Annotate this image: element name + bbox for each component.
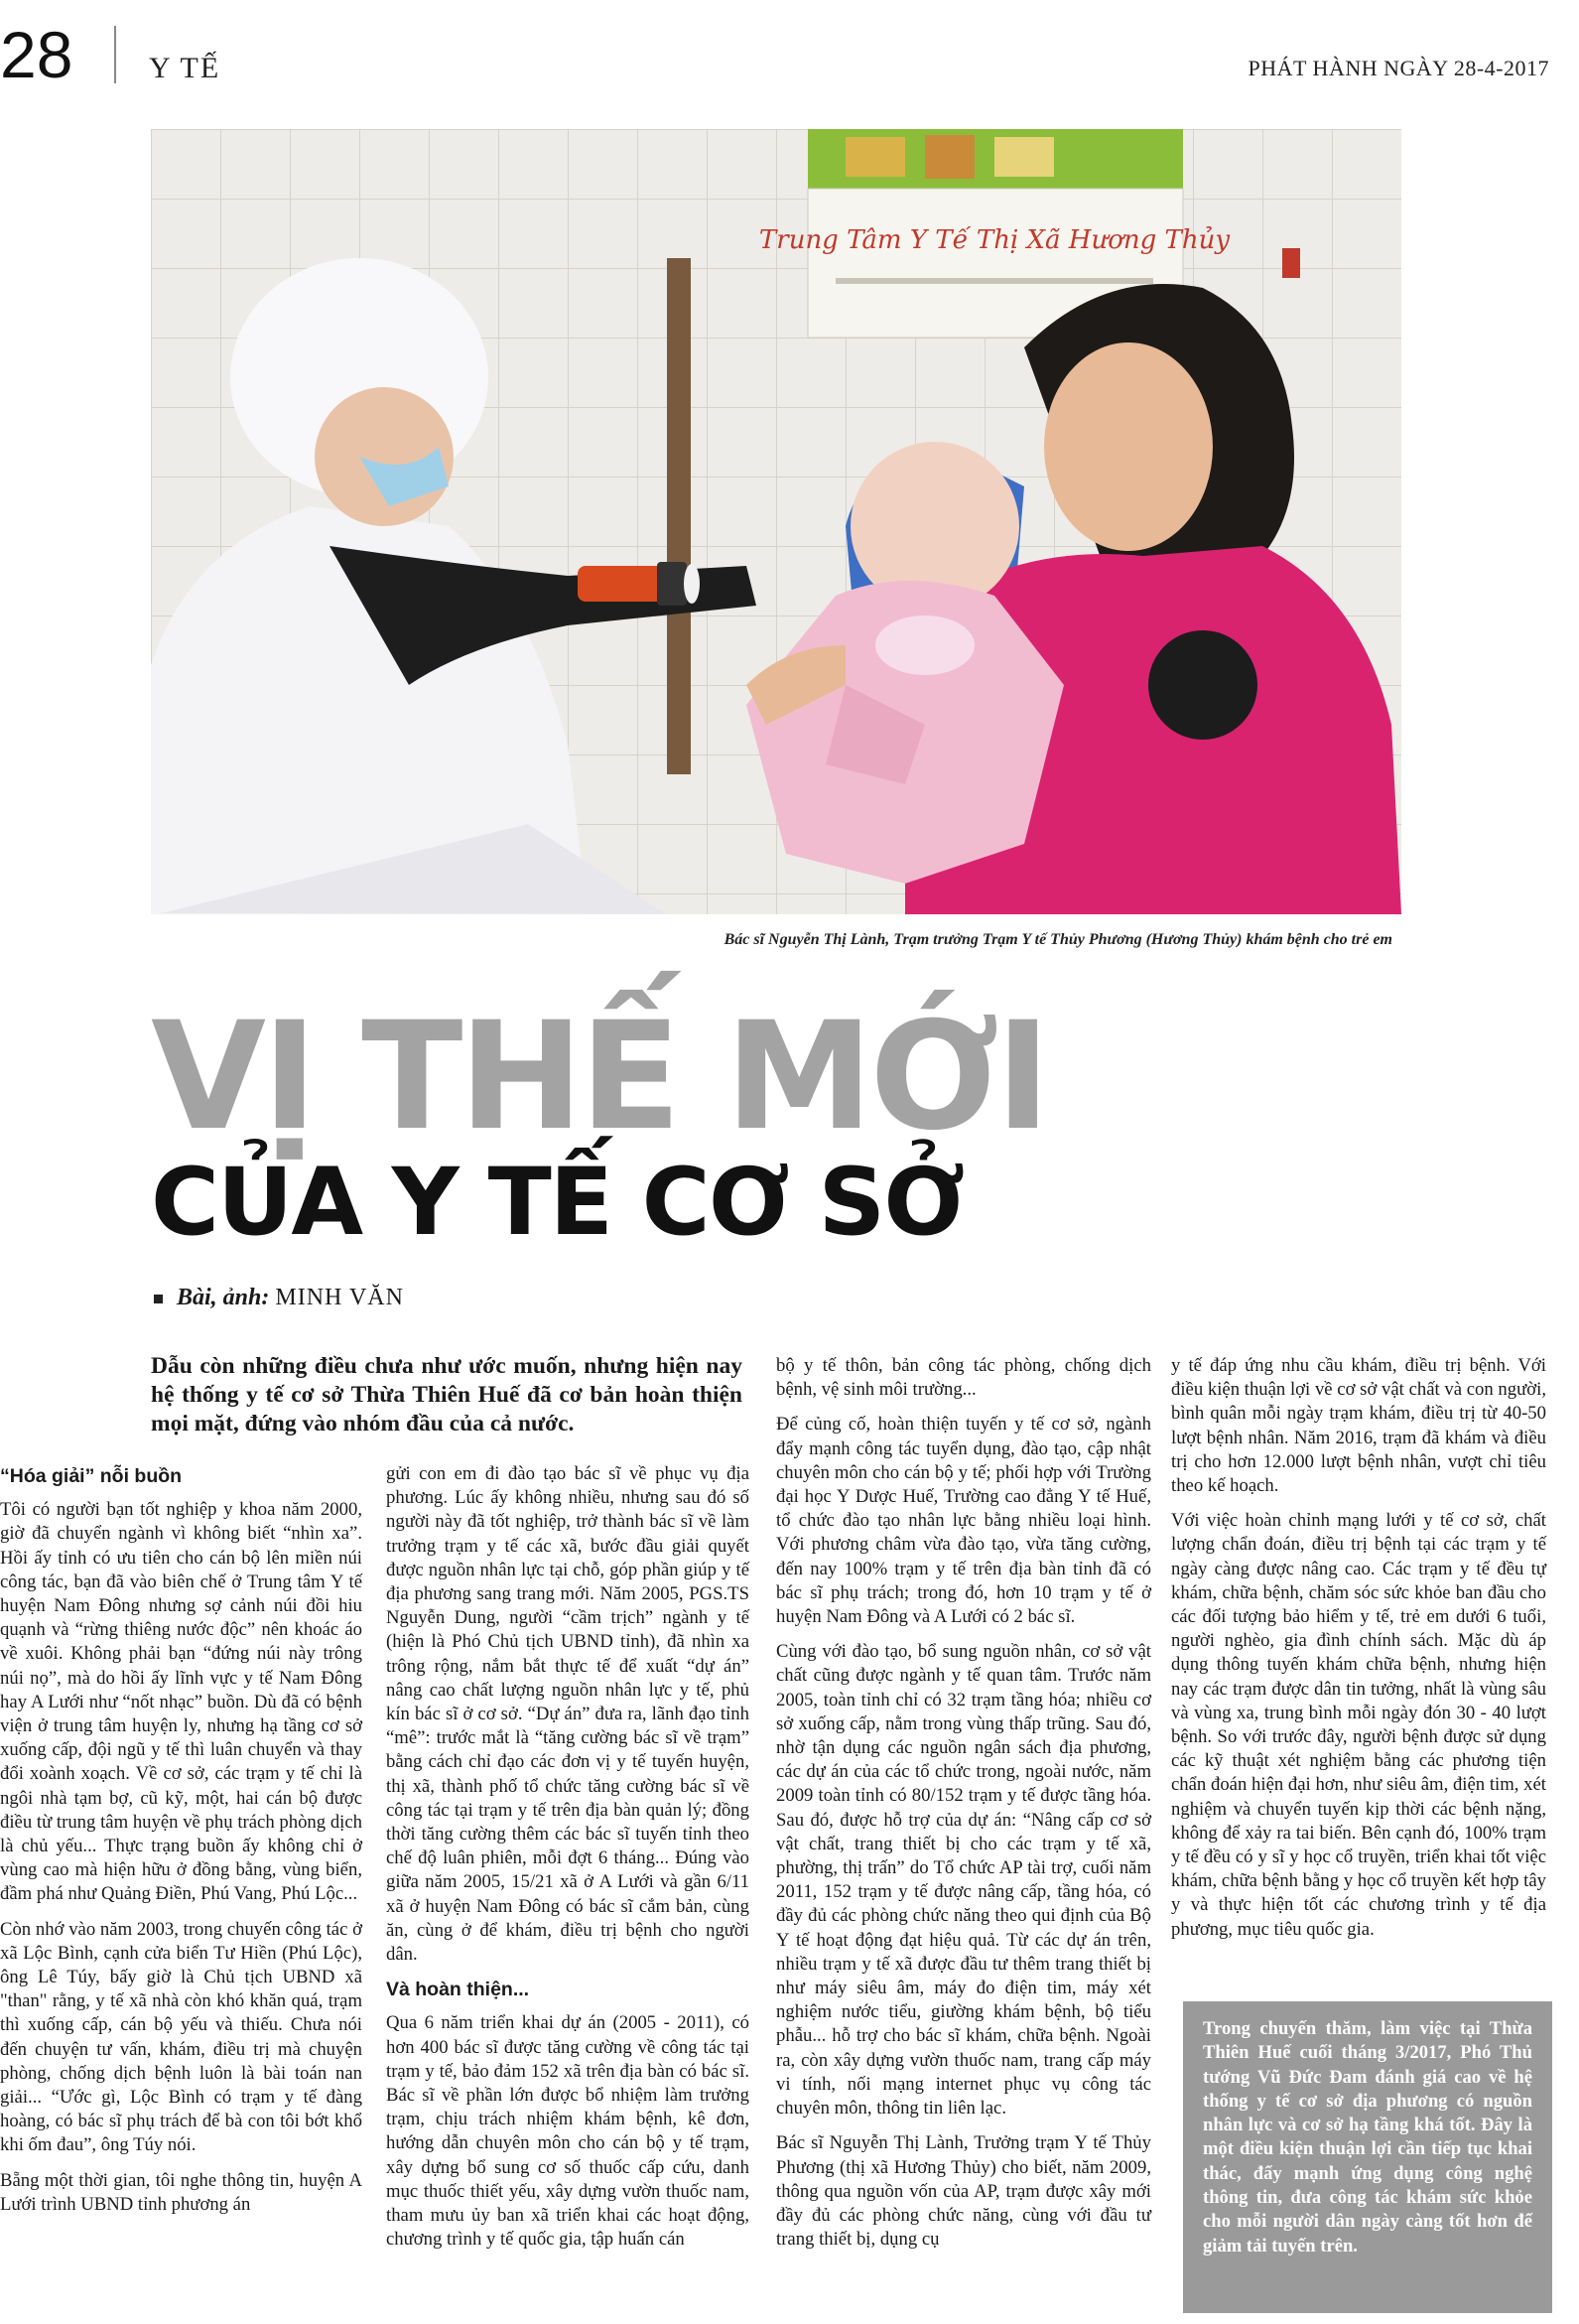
byline-bullet-icon [154, 1295, 163, 1303]
article-lead: Dẫu còn những điều chưa như ước muốn, nhưng hiện nay hệ thống y tế cơ sở Thừa Thiên Huế đã cơ bản hoàn thiện mọi mặt, đứng vào nhóm đầu của cả nước. [151, 1353, 742, 1436]
article-photo [151, 129, 1401, 914]
headline-line-2: CỦA Y TẾ CƠ SỞ [151, 1149, 964, 1257]
clinic-scene-illustration [151, 129, 1401, 914]
article-column-3 [776, 1354, 1151, 2262]
paragraph: Còn nhớ vào năm 2003, trong chuyến công tác ở xã Lộc Bình, cạnh cửa biển Tư Hiền (Phú Lộc), ông Lê Túy, bấy giờ là Chủ tịch UBND xã "than" rằng, y tế xã nhà còn khó khăn quá, trạm thì xuống cấp, cán bộ yếu và thiếu. Chưa nói đến chuyện tư vấn, khám, điều trị mà chuyện phòng, chống dịch bệnh luôn là bài toán nan giải... “Ước gì, Lộc Bình có trạm y tế đàng hoàng, có bác sĩ phụ trách để bà con tôi bớt khổ khi ốm đau”, ông Túy nói. [0, 1918, 362, 2156]
photo-caption: Bác sĩ Nguyễn Thị Lành, Trạm trưởng Trạm Y tế Thủy Phương (Hương Thủy) khám bệnh cho trẻ em [724, 931, 1392, 948]
sidebar-quote-box: Trong chuyến thăm, làm việc tại Thừa Thiên Huế cuối tháng 3/2017, Phó Thủ tướng Vũ Đức Đam đánh giá cao về hệ thống y tế cơ sở địa phương có nguồn nhân lực và cơ sở hạ tầng khá tốt. Đây là một điều kiện thuận lợi cần tiếp tục khai thác, đẩy mạnh ứng dụng công nghệ thông tin, đưa công tác khám sức khỏe cho mỗi người dân ngày càng tốt hơn để giảm tải tuyến trên. [1183, 2001, 1552, 2313]
paragraph: Qua 6 năm triển khai dự án (2005 - 2011), có hơn 400 bác sĩ được tăng cường về công tác tại trạm y tế, bảo đảm 152 xã trên địa bàn có bác sĩ. Bác sĩ về phần lớn được bổ nhiệm làm trưởng trạm, chịu trách nhiệm khám bệnh, kê đơn, hướng dẫn chuyên môn cho cán bộ y tế trạm, xây dựng bổ sung cơ số thuốc cấp cứu, danh mục thuốc thiết yếu, xây dựng vườn thuốc nam, tham mưu ủy ban xã triển khai các hoạt động, chương trình y tế quốc gia, tập huấn cán [386, 2012, 749, 2251]
paragraph: Tôi có người bạn tốt nghiệp y khoa năm 2000, giờ đã chuyển ngành vì không biết “nhìn xa”. Hồi ấy tỉnh có ưu tiên cho cán bộ lên miền núi công tác, bạn đã vào biên chế ở Trung tâm Y tế huyện Nam Đông nhưng sợ cảnh núi đồi hiu quạnh và “rừng thiêng nước độc” nên khoác áo về xuôi. Không phải bạn “đứng núi này trông núi nọ”, mà do hồi ấy lĩnh vực y tế Nam Đông hay A Lưới như “nốt nhạc” buồn. Dù đã có bệnh viện ở trung tâm huyện ly, nhưng hạ tầng cơ sở xuống cấp, đội ngũ y tế thì luân chuyển và thay đổi xoành xoạch. Về cơ sở, các trạm y tế chỉ là ngôi nhà tạm bợ, cũ kỹ, một, hai cán bộ được điều từ trung tâm huyện về phụ trách phòng dịch là chủ yếu... Thực trạng buồn ấy không chỉ ở vùng cao mà hiện hữu ở đồng bằng, vùng biển, đầm phá như Quảng Điền, Phú Vang, Phú Lộc... [0, 1499, 362, 1905]
poster-title: Trung Tâm Y Tế Thị Xã Hương Thủy [758, 225, 1231, 255]
page-number: 28 [0, 18, 73, 91]
paragraph: Với việc hoàn chỉnh mạng lưới y tế cơ sở, chất lượng chẩn đoán, điều trị bệnh tại các trạm y tế ngày càng được nâng cao. Các trạm y tế đều tự khám, chữa bệnh, chăm sóc sức khỏe ban đầu cho các đối tượng bảo hiểm y tế, trẻ em dưới 6 tuổi, người nghèo, gia đình chính sách. Mặc dù áp dụng thông tuyến khám chữa bệnh, nhưng hiện nay các trạm được dân tin tưởng, nhất là vùng sâu và vùng xa, trung bình mỗi ngày đón 30 - 40 lượt bệnh. So với trước đây, người bệnh được sử dụng các kỹ thuật xét nghiệm bằng các phương tiện chẩn đoán hiện đại hơn, như siêu âm, điện tim, xét nghiệm và chuyển tuyến kịp thời các bệnh nặng, không để xảy ra tai biến. Bên cạnh đó, 100% trạm y tế đều có y sĩ y học cổ truyền, triển khai tốt việc khám, chữa bệnh bằng y học cổ truyền kết hợp tây y và thực hiện tốt các chương trình y tế địa phương, mục tiêu quốc gia. [1171, 1510, 1546, 1940]
paragraph: bộ y tế thôn, bản công tác phòng, chống dịch bệnh, vệ sinh môi trường... [776, 1355, 1151, 1401]
byline-author: MINH VĂN [275, 1285, 404, 1310]
headline-line-1: VỊ THẾ MỚI [151, 991, 1047, 1163]
paragraph: Bác sĩ Nguyễn Thị Lành, Trưởng trạm Y tế Thủy Phương (thị xã Hương Thủy) cho biết, năm 2009, thông qua nguồn vốn của AP, trạm được xây mới đầy đủ các phòng chức năng, cùng với đầu tư trang thiết bị, dụng cụ [776, 2132, 1151, 2251]
paragraph: y tế đáp ứng nhu cầu khám, điều trị bệnh. Với điều kiện thuận lợi về cơ sở vật chất và con người, bình quân mỗi ngày trạm khám, điều trị từ 40-50 lượt bệnh nhân. Năm 2016, trạm đã khám và điều trị cho hơn 12.000 lượt bệnh nhân, vượt chỉ tiêu theo kế hoạch. [1171, 1355, 1546, 1497]
paragraph: Cùng với đào tạo, bổ sung nguồn nhân, cơ sở vật chất cũng được ngành y tế quan tâm. Trước năm 2005, toàn tỉnh chỉ có 32 trạm tầng hóa; nhiều cơ sở xuống cấp, nằm trong vùng thấp trũng. Sau đó, nhờ tận dụng các nguồn ngân sách địa phương, các dự án của các tổ chức trong, ngoài nước, năm 2009 toàn tỉnh có 80/152 trạm y tế được tầng hóa. Sau đó, được hỗ trợ của dự án: “Nâng cấp cơ sở vật chất, trang thiết bị cho các trạm y tế xã, phường, thị trấn” do Tổ chức AP tài trợ, cuối năm 2011, 152 trạm y tế được nâng cấp, tầng hóa, có đầy đủ các phòng chức năng theo qui định của Bộ Y tế hoạt động đạt hiệu quả. Từ các dự án trên, nhiều trạm y tế xã được đầu tư thêm trang thiết bị như máy siêu âm, máy đo điện tim, máy xét nghiệm nước tiểu, giường khám bệnh, bộ tiểu phẫu... hỗ trợ cho bác sĩ khám, chữa bệnh. Ngoài ra, còn xây dựng vườn thuốc nam, trang cấp máy vi tính, nối mạng internet phục vụ công tác chuyên môn, thông tin liên lạc. [776, 1641, 1151, 2119]
article-column-2 [386, 1462, 749, 2263]
byline [154, 1285, 404, 1311]
article-column-1 [0, 1462, 362, 2228]
issue-date: PHÁT HÀNH NGÀY 28-4-2017 [1248, 56, 1549, 80]
section-title: Y TẾ [149, 52, 221, 84]
article-column-4 [1171, 1354, 1546, 1953]
header-divider [114, 26, 116, 83]
subheading-va-hoan-thien: Và hoàn thiện... [386, 1979, 530, 2001]
paragraph: Để củng cố, hoàn thiện tuyến y tế cơ sở, ngành đẩy mạnh công tác tuyển dụng, đào tạo, cập nhật chuyên môn cho cán bộ y tế; phối hợp với Trường đại học Y Dược Huế, Trường cao đẳng Y tế Huế, tổ chức đào tạo nhân lực bằng nhiều loại hình. Với phương châm vừa đào tạo, vừa tăng cường, đến nay 100% trạm y tế trên địa bàn tỉnh đã có bác sĩ phụ trách; trong đó, hơn 10 trạm y tế ở huyện Nam Đông và A Lưới có 2 bác sĩ. [776, 1414, 1151, 1628]
paragraph: gửi con em đi đào tạo bác sĩ về phục vụ địa phương. Lúc ấy không nhiều, nhưng sau đó số người này đã tốt nghiệp, trở thành bác sĩ về làm trưởng trạm y tế các xã, bước đầu giải quyết được nguồn nhân lực tại chỗ, góp phần giúp y tế địa phương sang trang mới. Năm 2005, PGS.TS Nguyễn Dung, người “cầm trịch” ngành y tế (hiện là Phó Chủ tịch UBND tỉnh), đã nhìn xa trông rộng, nắm bắt thực tế để xuất “dự án” nâng cao chất lượng nguồn nhân lực y tế, phủ kín bác sĩ ở cơ sở. “Dự án” đưa ra, lãnh đạo tỉnh “mê”: trước mắt là “tăng cường bác sĩ về trạm” bằng cách chỉ đạo các đơn vị y tế tuyến huyện, thị xã, thành phố tổ chức tăng cường bác sĩ về công tác tại trạm y tế trên địa bàn quản lý; đồng thời tăng cường thêm các bác sĩ tuyến tỉnh theo chế độ luân phiên, mỗi đợt 6 tháng... Đúng vào giữa năm 2005, 15/21 xã ở A Lưới và gần 6/11 xã ở huyện Nam Đông có bác sĩ cắm bản, cùng ăn, cùng ở để khám, điều trị bệnh cho người dân. [386, 1463, 749, 1966]
byline-label: Bài, ảnh: [177, 1285, 270, 1310]
paragraph: Bẵng một thời gian, tôi nghe thông tin, huyện A Lưới trình UBND tỉnh phương án [0, 2169, 362, 2215]
subheading-hoa-giai: “Hóa giải” nỗi buồn [0, 1465, 183, 1487]
